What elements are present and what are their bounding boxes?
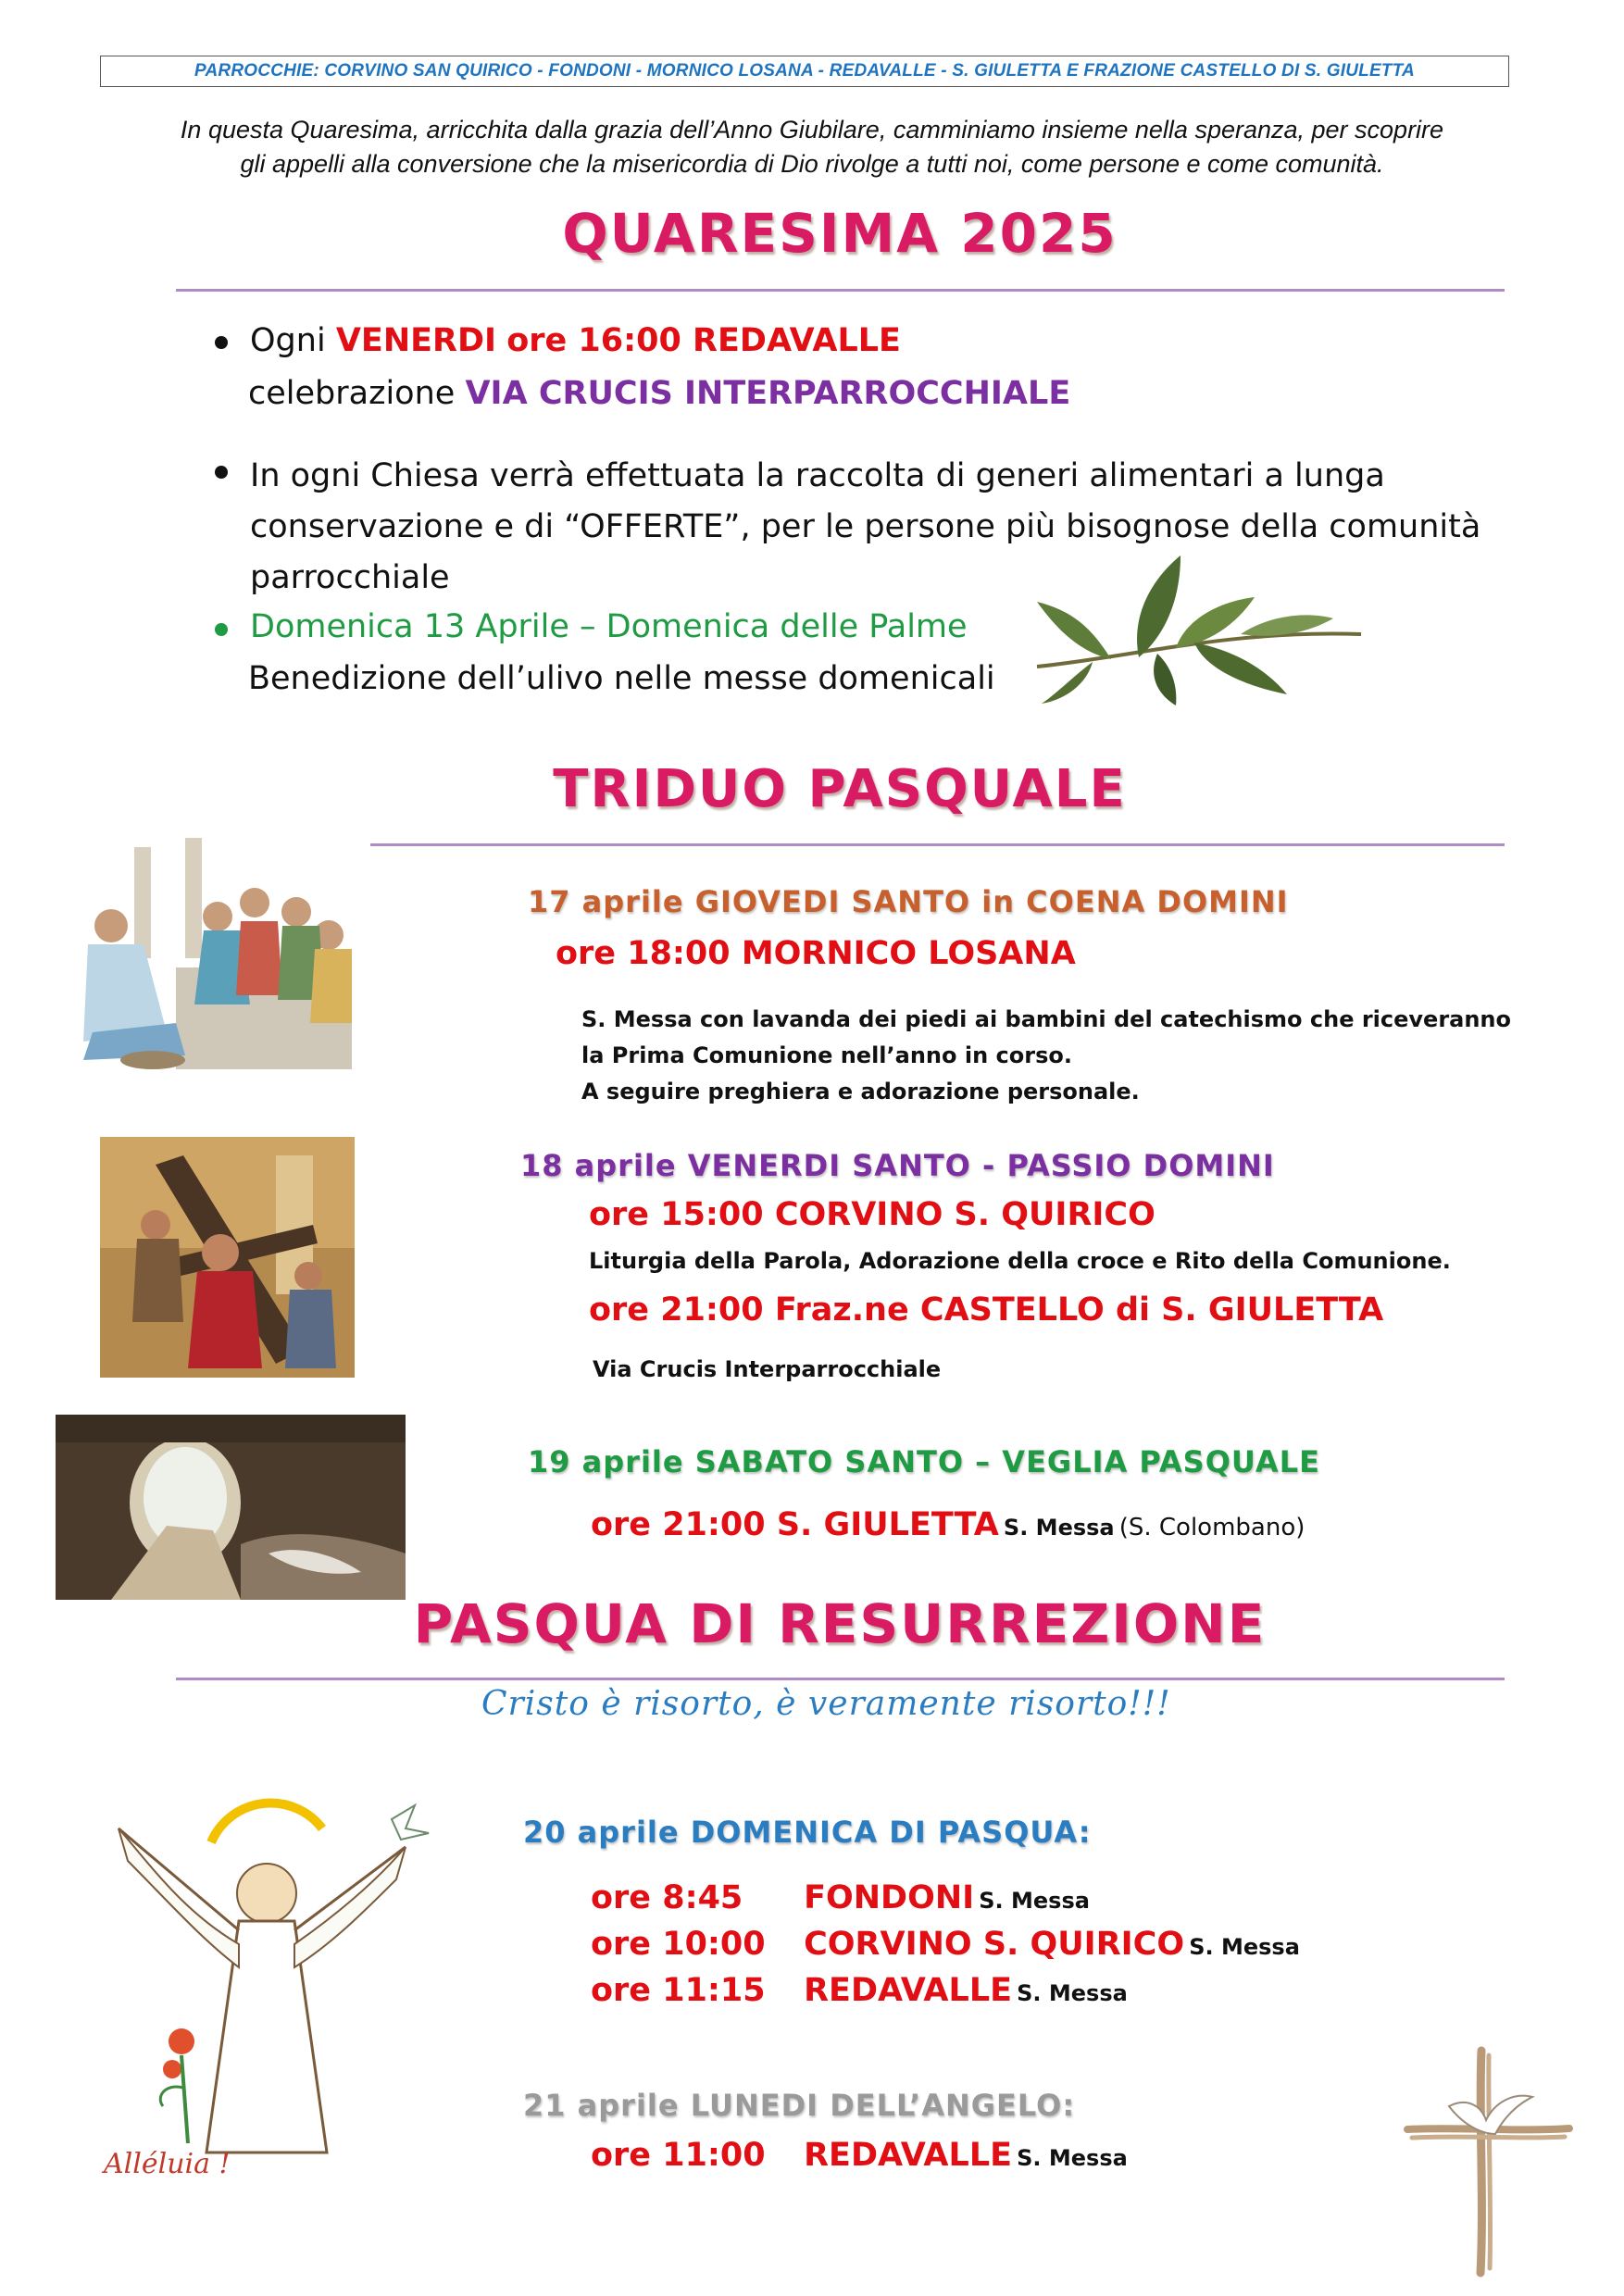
friday-bullet-line xyxy=(250,322,901,359)
via-crucis-label: VIA CRUCIS INTERPARROCCHIALE xyxy=(465,375,1071,412)
palm-sunday-line: Domenica 13 Aprile – Domenica delle Palme xyxy=(250,608,968,645)
monday-time: ore 11:00 xyxy=(591,2137,766,2174)
alleluia-caption: Alléluia ! xyxy=(104,2148,231,2180)
easter-sunday-heading: 20 aprile DOMENICA DI PASQUA: xyxy=(523,1815,1092,1850)
olive-blessing-line: Benedizione dell’ulivo nelle messe domenicali xyxy=(248,660,995,697)
mass-place: CORVINO S. QUIRICO xyxy=(804,1926,1185,1963)
bullet-dot xyxy=(215,336,228,349)
holy-thursday-time: ore 18:00 MORNICO LOSANA xyxy=(556,935,1076,972)
mass-place: FONDONI xyxy=(804,1879,975,1916)
friday-every-label: Ogni xyxy=(250,322,326,359)
mass-note: S. Messa xyxy=(1189,1934,1300,1960)
holy-saturday-mass: S. Messa xyxy=(1003,1515,1115,1541)
triduo-title: TRIDUO PASQUALE xyxy=(553,759,1127,819)
parish-list: PARROCCHIE: CORVINO SAN QUIRICO - FONDONI - MORNICO LOSANA - REDAVALLE - S. GIULETTA E FRAZIONE CASTELLO DI S. GIULETTA xyxy=(194,61,1415,81)
triduo-divider xyxy=(176,843,1505,846)
mass-row xyxy=(591,1879,1300,1926)
good-friday-time-1: ore 15:00 CORVINO S. QUIRICO xyxy=(589,1196,1156,1233)
mass-row xyxy=(591,1926,1300,1972)
quaresima-divider xyxy=(176,289,1505,292)
mass-place: REDAVALLE xyxy=(804,1972,1013,2009)
collection-line-1: In ogni Chiesa verrà effettuata la raccolta di generi alimentari a lunga xyxy=(250,457,1385,494)
intro-line-2: gli appelli alla conversione che la misericordia di Dio rivolge a tutti noi, come persone e come comunità. xyxy=(240,150,1384,178)
empty-tomb-illustration xyxy=(56,1415,406,1600)
monday-place: REDAVALLE xyxy=(804,2137,1013,2174)
parish-banner xyxy=(100,56,1509,87)
good-friday-desc-1: Liturgia della Parola, Adorazione della croce e Rito della Comunione. xyxy=(589,1248,1451,1274)
thursday-desc-1: S. Messa con lavanda dei piedi ai bambini del catechismo che riceveranno xyxy=(581,1006,1512,1032)
thursday-desc-2: la Prima Comunione nell’anno in corso. xyxy=(581,1042,1072,1068)
intro-line-1: In questa Quaresima, arricchita dalla grazia dell’Anno Giubilare, camminiamo insieme nella speranza, per scoprire xyxy=(180,116,1444,144)
holy-saturday-line xyxy=(591,1506,1305,1543)
mass-time: ore 11:15 xyxy=(591,1972,766,2009)
celebration-label: celebrazione xyxy=(248,375,456,412)
holy-saturday-place: (S. Colombano) xyxy=(1118,1514,1305,1541)
monday-note: S. Messa xyxy=(1017,2145,1128,2171)
bullet-dot xyxy=(215,466,228,479)
last-supper-illustration xyxy=(56,838,370,1088)
pasqua-title: PASQUA DI RESURREZIONE xyxy=(413,1592,1267,1655)
bullet-dot-green xyxy=(215,623,228,636)
mass-time: ore 10:00 xyxy=(591,1926,766,1963)
holy-thursday-desc xyxy=(581,1002,1511,1110)
good-friday-heading: 18 aprile VENERDI SANTO - PASSIO DOMINI xyxy=(520,1148,1275,1183)
good-friday-desc-2: Via Crucis Interparrocchiale xyxy=(593,1356,942,1382)
holy-saturday-heading: 19 aprile SABATO SANTO – VEGLIA PASQUALE xyxy=(528,1444,1320,1479)
collection-line-2: conservazione e di “OFFERTE”, per le persone più bisognose della comunità xyxy=(250,508,1481,545)
mass-time: ore 8:45 xyxy=(591,1879,743,1916)
friday-day: VENERDI xyxy=(335,322,497,359)
intro-text xyxy=(93,113,1531,181)
quaresima-title: QUARESIMA 2025 xyxy=(562,202,1118,265)
mass-note: S. Messa xyxy=(979,1888,1090,1914)
friday-time-place: ore 16:00 REDAVALLE xyxy=(506,322,901,359)
easter-sunday-schedule xyxy=(591,1879,1300,2018)
good-friday-time-2: ore 21:00 Fraz.ne CASTELLO di S. GIULETTA xyxy=(589,1292,1384,1329)
cross-dove-icon xyxy=(1393,2041,1579,2282)
risen-christ-illustration xyxy=(100,1791,452,2180)
easter-monday-row xyxy=(591,2137,1128,2174)
easter-monday-heading: 21 aprile LUNEDI DELL’ANGELO: xyxy=(523,2088,1076,2123)
easter-motto: Cristo è risorto, è veramente risorto!!! xyxy=(481,1685,1171,1723)
mass-row xyxy=(591,1972,1300,2018)
way-of-the-cross-illustration xyxy=(100,1137,355,1378)
thursday-desc-3: A seguire preghiera e adorazione personale. xyxy=(581,1079,1140,1104)
mass-note: S. Messa xyxy=(1017,1980,1128,2006)
pasqua-divider xyxy=(176,1678,1505,1680)
holy-thursday-heading: 17 aprile GIOVEDI SANTO in COENA DOMINI xyxy=(528,884,1289,919)
olive-branch-illustration xyxy=(1018,546,1380,708)
collection-line-3: parrocchiale xyxy=(250,559,450,596)
friday-celebration-line xyxy=(248,375,1070,412)
holy-saturday-time: ore 21:00 S. GIULETTA xyxy=(591,1506,999,1543)
